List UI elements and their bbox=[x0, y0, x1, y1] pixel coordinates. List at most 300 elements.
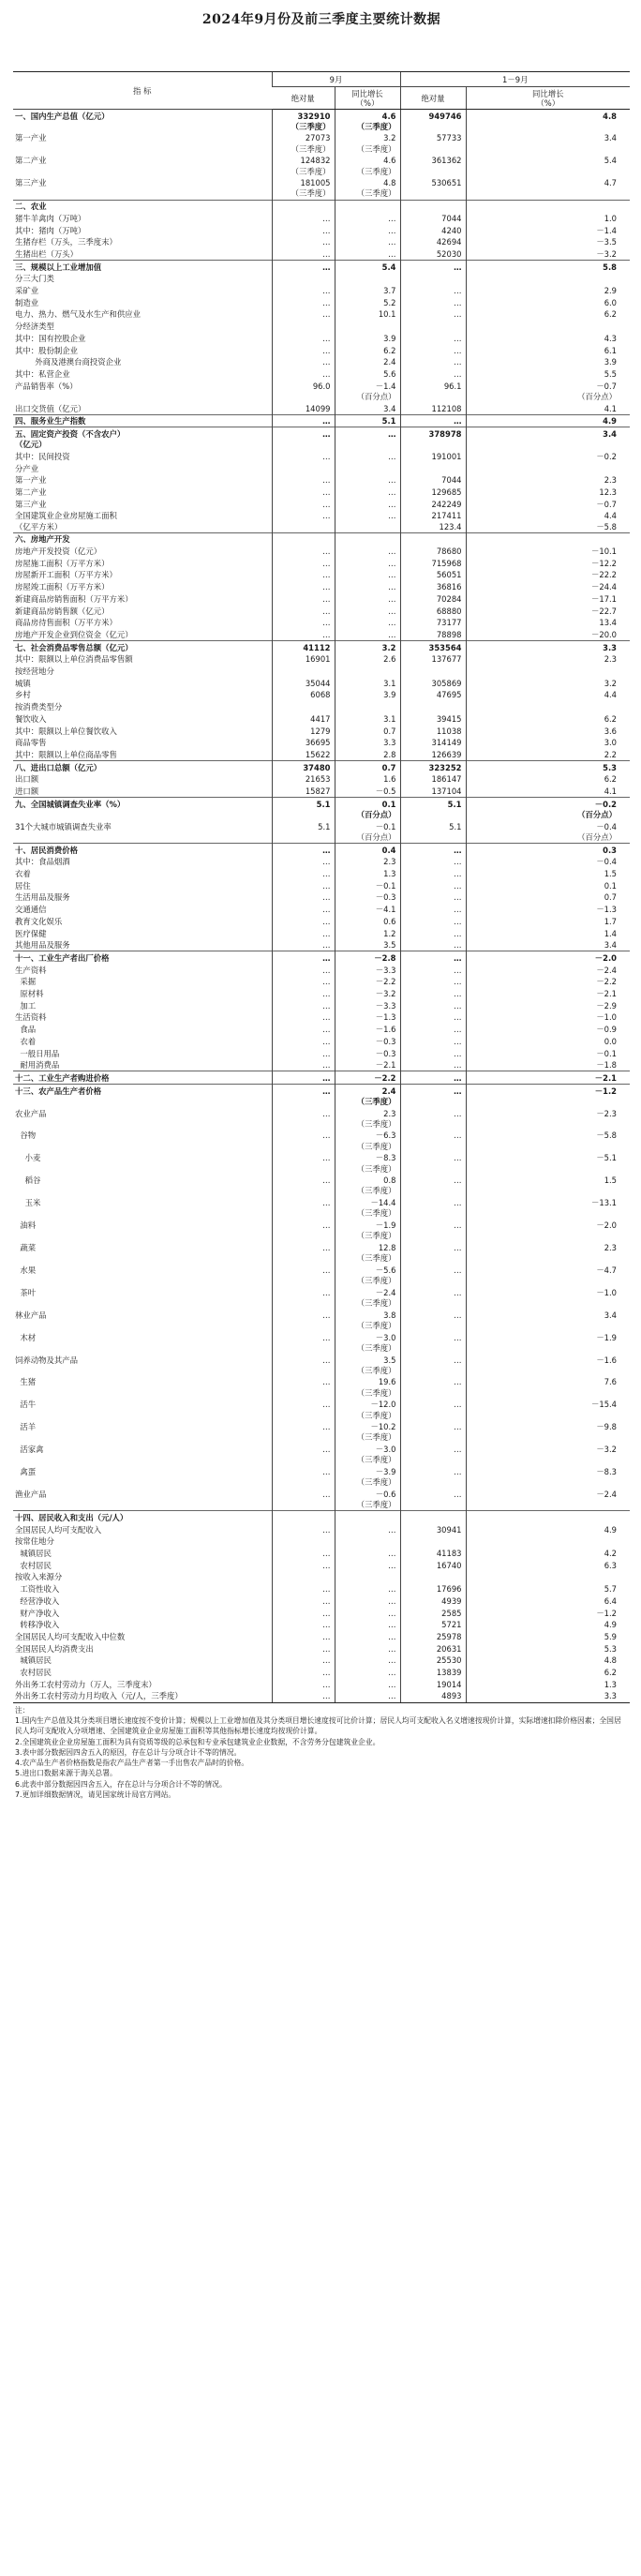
sep-absolute-cell: … bbox=[272, 546, 335, 558]
ytd-yoy-cell: －8.3 bbox=[466, 1466, 630, 1489]
ytd-yoy-cell: －2.9 bbox=[466, 999, 630, 1011]
indicator-name-cell: 小麦 bbox=[15, 1153, 41, 1163]
ytd-absolute-cell: … bbox=[400, 1286, 466, 1309]
ytd-absolute-cell: … bbox=[400, 1059, 466, 1071]
indicator-name-cell: 生猪 bbox=[15, 1377, 37, 1387]
sep-yoy-cell: … bbox=[335, 247, 400, 260]
ytd-yoy-cell: －13.1 bbox=[466, 1197, 630, 1220]
sep-absolute-cell: 37480 bbox=[272, 761, 335, 773]
ytd-yoy-cell: －3.5 bbox=[466, 236, 630, 248]
sep-yoy-cell bbox=[335, 1511, 400, 1523]
table-row bbox=[13, 247, 630, 260]
ytd-absolute-cell: … bbox=[400, 1220, 466, 1242]
ytd-yoy-cell: 5.5 bbox=[466, 367, 630, 380]
ytd-absolute-cell: … bbox=[400, 939, 466, 951]
sep-yoy-cell: … bbox=[335, 1667, 400, 1679]
ytd-yoy-cell: －1.0 bbox=[466, 1011, 630, 1024]
sep-absolute-cell: … bbox=[272, 1607, 335, 1619]
indicator-name-cell: 生猪存栏（万头，三季度末） bbox=[15, 237, 117, 247]
ytd-absolute-cell: 4240 bbox=[400, 224, 466, 236]
table-row bbox=[13, 653, 630, 666]
indicator-name-cell: 加工 bbox=[15, 1000, 37, 1011]
sep-yoy-cell: 0.7 bbox=[335, 761, 400, 773]
ytd-yoy-cell: －3.2 bbox=[466, 1444, 630, 1466]
sep-yoy-cell: －3.2 bbox=[335, 988, 400, 1000]
table-header bbox=[13, 72, 630, 110]
table-row bbox=[13, 1331, 630, 1354]
ytd-absolute-cell: … bbox=[400, 1047, 466, 1059]
sep-yoy-cell bbox=[335, 1571, 400, 1583]
sep-absolute-cell: … bbox=[272, 569, 335, 581]
sep-yoy-cell: 5.1 bbox=[335, 414, 400, 427]
sep-yoy-cell: －12.0 （三季度） bbox=[335, 1399, 400, 1421]
table-row bbox=[13, 1024, 630, 1036]
table-row bbox=[13, 976, 630, 988]
table-row bbox=[13, 487, 630, 499]
indicator-name-cell: 其中：国有控股企业 bbox=[15, 333, 86, 343]
indicator-name-cell: 全国居民人均可支配收入 bbox=[15, 1524, 102, 1535]
ytd-yoy-cell: －4.7 bbox=[466, 1264, 630, 1286]
sep-yoy-cell: 3.5 bbox=[335, 939, 400, 951]
ytd-yoy-cell: 0.0 bbox=[466, 1035, 630, 1047]
ytd-yoy-cell: 6.2 bbox=[466, 1667, 630, 1679]
sep-yoy-cell: －0.3 bbox=[335, 1035, 400, 1047]
table-row bbox=[13, 296, 630, 308]
ytd-yoy-cell: 3.3 bbox=[466, 1690, 630, 1702]
ytd-yoy-cell bbox=[466, 1511, 630, 1523]
indicator-name-cell: 第二产业 bbox=[15, 487, 47, 497]
ytd-absolute-cell: … bbox=[400, 1107, 466, 1130]
indicator-name-cell: 农村居民 bbox=[15, 1560, 52, 1570]
indicator-name-cell: 按常住地分 bbox=[15, 1536, 54, 1547]
ytd-yoy-cell: －1.3 bbox=[466, 904, 630, 916]
ytd-absolute-cell: 126639 bbox=[400, 748, 466, 760]
indicator-name-cell: 原材料 bbox=[15, 989, 44, 999]
sep-yoy-cell: … bbox=[335, 474, 400, 487]
ytd-absolute-cell bbox=[400, 532, 466, 545]
ytd-yoy-cell: －22.2 bbox=[466, 569, 630, 581]
sep-yoy-cell: 4.6 （三季度） bbox=[335, 110, 400, 132]
table-body bbox=[13, 110, 630, 1703]
sep-yoy-cell: … bbox=[335, 569, 400, 581]
ytd-yoy-cell: －17.1 bbox=[466, 592, 630, 605]
ytd-yoy-cell: －20.0 bbox=[466, 628, 630, 640]
ytd-absolute-cell: … bbox=[400, 1466, 466, 1489]
ytd-absolute-cell: 217411 123.4 bbox=[400, 510, 466, 532]
sep-yoy-cell: 2.6 bbox=[335, 653, 400, 666]
sep-yoy-cell: 1.2 bbox=[335, 927, 400, 939]
ytd-yoy-cell: 5.7 bbox=[466, 1583, 630, 1595]
table-row bbox=[13, 820, 630, 843]
sep-yoy-cell: … bbox=[335, 581, 400, 593]
ytd-absolute-cell: 2585 bbox=[400, 1607, 466, 1619]
table-row bbox=[13, 1678, 630, 1690]
ytd-yoy-cell: 6.4 bbox=[466, 1595, 630, 1607]
table-row bbox=[13, 904, 630, 916]
sep-absolute-cell: 6068 bbox=[272, 689, 335, 701]
sep-yoy-cell: 3.5 （三季度） bbox=[335, 1354, 400, 1376]
sep-absolute-cell: … bbox=[272, 1286, 335, 1309]
ytd-absolute-cell bbox=[400, 273, 466, 285]
ytd-absolute-cell: … bbox=[400, 844, 466, 856]
ytd-absolute-cell: 78898 bbox=[400, 628, 466, 640]
table-row bbox=[13, 1286, 630, 1309]
indicator-name-cell: 城镇居民 bbox=[15, 1655, 52, 1666]
table-row bbox=[13, 1535, 630, 1548]
ytd-header: 1－9月 bbox=[400, 72, 630, 87]
indicator-name-cell: 其中：限额以上单位商品零售 bbox=[15, 749, 117, 759]
sep-absolute-cell: … bbox=[272, 1595, 335, 1607]
ytd-absolute-cell: 25978 bbox=[400, 1630, 466, 1642]
ytd-absolute-cell: 73177 bbox=[400, 617, 466, 629]
notes-list bbox=[15, 1715, 628, 1800]
sep-yoy-cell: … bbox=[335, 628, 400, 640]
table-row bbox=[13, 1047, 630, 1059]
table-row bbox=[13, 689, 630, 701]
sep-absolute-cell: … bbox=[272, 617, 335, 629]
sep-absolute-cell: … bbox=[272, 285, 335, 297]
table-row bbox=[13, 414, 630, 427]
table-row bbox=[13, 951, 630, 964]
sep-absolute-cell bbox=[272, 1571, 335, 1583]
table-row bbox=[13, 748, 630, 760]
sep-yoy-cell: －0.3 bbox=[335, 891, 400, 904]
ytd-absolute-cell: … bbox=[400, 1175, 466, 1197]
sep-absolute-cell: … bbox=[272, 1197, 335, 1220]
sep-absolute-cell: … bbox=[272, 332, 335, 344]
sep-absolute-cell: 16901 bbox=[272, 653, 335, 666]
ytd-absolute-cell: … bbox=[400, 1309, 466, 1331]
ytd-yoy-cell: －10.1 bbox=[466, 546, 630, 558]
ytd-yoy-cell: 4.4 －5.8 bbox=[466, 510, 630, 532]
ytd-absolute-cell: … bbox=[400, 988, 466, 1000]
indicator-name-cell: 十三、农产品生产者价格 bbox=[13, 1085, 272, 1107]
ytd-absolute-cell: … bbox=[400, 1331, 466, 1354]
ytd-yoy-cell: －12.2 bbox=[466, 557, 630, 569]
ytd-absolute-cell bbox=[400, 1535, 466, 1548]
ytd-yoy-cell: －1.2 bbox=[466, 1607, 630, 1619]
sep-yoy-cell: 0.8 （三季度） bbox=[335, 1175, 400, 1197]
ytd-yoy-cell: 0.3 bbox=[466, 844, 630, 856]
indicator-name-cell: 财产净收入 bbox=[15, 1608, 60, 1618]
sep-yoy-cell: … bbox=[335, 605, 400, 617]
ytd-yoy-cell: 4.2 bbox=[466, 1547, 630, 1559]
sep-absolute-cell: 5.1 bbox=[272, 798, 335, 820]
ytd-absolute-cell bbox=[400, 666, 466, 678]
sep-absolute-cell: … bbox=[272, 1024, 335, 1036]
sep-yoy-cell: … bbox=[335, 1619, 400, 1631]
sep-absolute-cell: … bbox=[272, 1421, 335, 1444]
ytd-absolute-cell: 353564 bbox=[400, 641, 466, 653]
table-row bbox=[13, 1511, 630, 1523]
ytd-yoy-cell: －1.8 bbox=[466, 1059, 630, 1071]
ytd-yoy-cell: 3.3 bbox=[466, 641, 630, 653]
ytd-yoy-cell: 4.4 bbox=[466, 689, 630, 701]
sep-yoy-cell: －2.8 bbox=[335, 951, 400, 964]
table-row bbox=[13, 1354, 630, 1376]
indicator-name-cell: 房屋竣工面积（万平方米） bbox=[15, 582, 110, 592]
sep-absolute-cell bbox=[272, 532, 335, 545]
sep-absolute-cell: … bbox=[272, 1523, 335, 1535]
sep-yoy-cell: －10.2 （三季度） bbox=[335, 1421, 400, 1444]
sep-yoy-cell: －3.0 （三季度） bbox=[335, 1331, 400, 1354]
indicator-name-cell: 房屋新开工面积（万平方米） bbox=[15, 570, 117, 580]
sep-yoy-cell: … bbox=[335, 1690, 400, 1702]
ytd-yoy-cell: －2.4 bbox=[466, 1488, 630, 1510]
sep-yoy-cell: 3.9 bbox=[335, 332, 400, 344]
ytd-yoy-cell: 1.4 bbox=[466, 927, 630, 939]
table-row bbox=[13, 1220, 630, 1242]
ytd-absolute-cell: 323252 bbox=[400, 761, 466, 773]
indicator-name-cell: 饲养动物及其产品 bbox=[15, 1355, 78, 1365]
table-row bbox=[13, 1690, 630, 1702]
sep-yoy-cell: … bbox=[335, 1678, 400, 1690]
ytd-yoy-cell: 1.0 bbox=[466, 212, 630, 224]
sep-absolute-cell: … bbox=[272, 1085, 335, 1107]
sep-absolute-cell: … bbox=[272, 1059, 335, 1071]
ytd-absolute-cell: 57733 bbox=[400, 132, 466, 155]
ytd-yoy-cell: －2.4 bbox=[466, 964, 630, 976]
sep-absolute-cell: … bbox=[272, 605, 335, 617]
indicator-name-cell: 食品 bbox=[15, 1025, 37, 1035]
sep-absolute-cell: … bbox=[272, 1331, 335, 1354]
ytd-yoy-cell: －2.2 bbox=[466, 976, 630, 988]
ytd-absolute-cell: … bbox=[400, 285, 466, 297]
sep-yoy-cell: 5.4 bbox=[335, 261, 400, 273]
indicator-name-cell: 十二、工业生产者购进价格 bbox=[13, 1071, 272, 1085]
ytd-yoy-cell: 1.7 bbox=[466, 915, 630, 927]
ytd-yoy-cell: －2.1 bbox=[466, 1071, 630, 1085]
table-row bbox=[13, 999, 630, 1011]
sep-yoy-cell: … bbox=[335, 1523, 400, 1535]
table-row bbox=[13, 1175, 630, 1197]
ytd-yoy-cell: －0.9 bbox=[466, 1024, 630, 1036]
sep-absolute-cell: … bbox=[272, 879, 335, 891]
ytd-yoy-cell: 1.5 bbox=[466, 868, 630, 880]
sep-absolute-cell: 332910 （三季度） bbox=[272, 110, 335, 132]
table-row bbox=[13, 1059, 630, 1071]
ytd-absolute-cell: 7044 bbox=[400, 212, 466, 224]
sep-absolute-cell: … bbox=[272, 1583, 335, 1595]
sep-absolute-cell: … bbox=[272, 1444, 335, 1466]
ytd-absolute-cell: … bbox=[400, 1130, 466, 1152]
ytd-yoy-cell bbox=[466, 1535, 630, 1548]
table-row bbox=[13, 988, 630, 1000]
sep-absolute-cell bbox=[272, 273, 335, 285]
table-row bbox=[13, 177, 630, 200]
sep-absolute-cell: … bbox=[272, 856, 335, 868]
ytd-yoy-cell: 0.7 bbox=[466, 891, 630, 904]
ytd-absolute-cell: 56051 bbox=[400, 569, 466, 581]
indicator-name-cell: 生活用品及服务 bbox=[15, 892, 70, 903]
ytd-yoy-cell: －0.7 （百分点） bbox=[466, 380, 630, 402]
sep-yoy-cell: －2.4 （三季度） bbox=[335, 1286, 400, 1309]
ytd-absolute-cell: … bbox=[400, 927, 466, 939]
table-row bbox=[13, 224, 630, 236]
table-row bbox=[13, 236, 630, 248]
sep-yoy-cell bbox=[335, 666, 400, 678]
indicator-name-cell: 新建商品房销售额（亿元） bbox=[15, 606, 110, 616]
ytd-absolute-cell: … bbox=[400, 976, 466, 988]
indicator-name-cell: 一、国内生产总值（亿元） bbox=[15, 111, 110, 121]
ytd-absolute-cell bbox=[400, 1511, 466, 1523]
sep-absolute-cell: … bbox=[272, 1678, 335, 1690]
sep-absolute-cell: 124832 （三季度） bbox=[272, 155, 335, 177]
ytd-absolute-cell: … bbox=[400, 904, 466, 916]
sep-yoy-cell: 2.3 bbox=[335, 856, 400, 868]
sep-yoy-cell: 12.8 （三季度） bbox=[335, 1242, 400, 1265]
ytd-absolute-cell: … bbox=[400, 964, 466, 976]
table-row bbox=[13, 891, 630, 904]
sep-yoy-cell: 3.1 bbox=[335, 677, 400, 689]
indicator-name-cell: 其他用品及服务 bbox=[15, 940, 70, 951]
ytd-absolute-cell: 11038 bbox=[400, 725, 466, 737]
sep-absolute-cell: … bbox=[272, 1466, 335, 1489]
indicator-name-cell: 第一产业 bbox=[15, 475, 47, 486]
sep-absolute-cell: … bbox=[272, 988, 335, 1000]
ytd-yoy-cell: －5.8 bbox=[466, 1130, 630, 1152]
table-row bbox=[13, 1642, 630, 1655]
sep-yoy-cell: … bbox=[335, 427, 400, 450]
sep-yoy-cell: －0.3 bbox=[335, 1047, 400, 1059]
table-row bbox=[13, 569, 630, 581]
ytd-absolute-cell: 191001 bbox=[400, 450, 466, 462]
ytd-yoy-cell: 2.9 bbox=[466, 285, 630, 297]
indicator-name-cell: 七、社会消费品零售总额（亿元） bbox=[13, 641, 272, 653]
note-item: 2.全国建筑业企业房屋施工面积为具有资质等级的总承包和专业承包建筑业企业数据，不含劳务分包建筑业企业。 bbox=[15, 1737, 380, 1746]
indicator-name-cell: 林业产品 bbox=[15, 1310, 47, 1320]
ytd-yoy-cell: 6.2 bbox=[466, 712, 630, 725]
table-row bbox=[13, 1242, 630, 1265]
ytd-yoy-cell bbox=[466, 273, 630, 285]
sep-absolute-cell bbox=[272, 321, 335, 333]
ytd-absolute-cell: … bbox=[400, 1024, 466, 1036]
footnotes bbox=[13, 1703, 628, 1801]
ytd-yoy-cell: 3.4 bbox=[466, 1309, 630, 1331]
table-row bbox=[13, 1197, 630, 1220]
ytd-yoy-cell: －2.3 bbox=[466, 1107, 630, 1130]
table-row bbox=[13, 321, 630, 333]
ytd-yoy-cell: 6.2 bbox=[466, 773, 630, 786]
indicator-name-cell: 31个大城市城镇调查失业率 bbox=[15, 821, 112, 831]
sep-yoy-cell: 2.8 bbox=[335, 748, 400, 760]
ytd-absolute-cell: … bbox=[400, 1421, 466, 1444]
ytd-yoy-cell: 4.9 bbox=[466, 1619, 630, 1631]
ytd-absolute-cell: 949746 bbox=[400, 110, 466, 132]
indicator-name-cell: 全国居民人均消费支出 bbox=[15, 1643, 94, 1654]
table-row bbox=[13, 1488, 630, 1510]
ytd-yoy-cell: －3.2 bbox=[466, 247, 630, 260]
sep-absolute-cell: 41112 bbox=[272, 641, 335, 653]
ytd-absolute-cell: … bbox=[400, 1152, 466, 1175]
ytd-yoy-cell: 4.1 bbox=[466, 786, 630, 798]
ytd-yoy-cell: 6.0 bbox=[466, 296, 630, 308]
sep-absolute-cell: … bbox=[272, 1152, 335, 1175]
ytd-absolute-cell: 25530 bbox=[400, 1655, 466, 1667]
indicator-name-cell: 出口交货值（亿元） bbox=[15, 403, 86, 413]
sep-yoy-cell bbox=[335, 321, 400, 333]
indicator-name-cell: 城镇居民 bbox=[15, 1548, 52, 1558]
table-row bbox=[13, 1619, 630, 1631]
indicator-name-cell: 电力、热力、燃气及水生产和供应业 bbox=[15, 309, 141, 320]
sep-absolute-cell: … bbox=[272, 1242, 335, 1265]
page-title: 2024年9月份及前三季度主要统计数据 bbox=[201, 12, 441, 27]
sep-absolute-cell: … bbox=[272, 1264, 335, 1286]
sep-absolute-cell: … bbox=[272, 356, 335, 368]
indicator-name-cell: 十一、工业生产者出厂价格 bbox=[13, 951, 272, 964]
table-row bbox=[13, 1011, 630, 1024]
indicator-name-cell: 其中：限额以上单位消费品零售额 bbox=[15, 654, 133, 665]
sep-absolute-cell: … bbox=[272, 1488, 335, 1510]
ytd-absolute-cell: 30941 bbox=[400, 1523, 466, 1535]
ytd-absolute-cell bbox=[400, 321, 466, 333]
sep-yoy-cell: －5.6 （三季度） bbox=[335, 1264, 400, 1286]
table-row bbox=[13, 1630, 630, 1642]
table-row bbox=[13, 212, 630, 224]
sep-absolute-cell: … bbox=[272, 1399, 335, 1421]
table-row bbox=[13, 1071, 630, 1085]
ytd-absolute-cell: 42694 bbox=[400, 236, 466, 248]
indicator-name-cell: 按收入来源分 bbox=[15, 1572, 63, 1582]
table-row bbox=[13, 200, 630, 212]
note-item: 1.国内生产总值及其分类项目增长速度按不变价计算；规模以上工业增加值及其分类项目增长速度按可比价计算；居民人均可支配收入名义增速按现价计算，实际增速扣除价格因素；全国居民人均可支配收入分项增速、全国建筑业企业房屋施工面积等其他指标增长速度均按现价计算。 bbox=[15, 1715, 621, 1736]
ytd-yoy-cell: －5.1 bbox=[466, 1152, 630, 1175]
ytd-yoy-cell: 3.4 bbox=[466, 939, 630, 951]
sep-absolute-cell: … bbox=[272, 296, 335, 308]
sep-absolute-header: 绝对量 bbox=[272, 87, 335, 110]
ytd-yoy-cell: 2.3 bbox=[466, 1242, 630, 1265]
table-row bbox=[13, 786, 630, 798]
sep-absolute-cell: … bbox=[272, 628, 335, 640]
sep-yoy-cell: 3.3 bbox=[335, 737, 400, 749]
ytd-absolute-cell: 16740 bbox=[400, 1559, 466, 1571]
sep-absolute-cell: 14099 bbox=[272, 402, 335, 414]
ytd-absolute-cell: 361362 bbox=[400, 155, 466, 177]
ytd-yoy-cell: －9.8 bbox=[466, 1421, 630, 1444]
sep-yoy-cell: … bbox=[335, 1630, 400, 1642]
indicator-name-cell: 其中：民间投资 bbox=[15, 451, 70, 461]
sep-absolute-cell: 1279 bbox=[272, 725, 335, 737]
indicator-name-cell: 二、农业 bbox=[13, 200, 272, 212]
table-row bbox=[13, 273, 630, 285]
ytd-absolute-cell: 5.1 bbox=[400, 798, 466, 820]
indicator-name-cell: 商品零售 bbox=[15, 738, 47, 748]
ytd-absolute-cell: 39415 bbox=[400, 712, 466, 725]
indicator-name-cell: 工资性收入 bbox=[15, 1584, 60, 1595]
table-row bbox=[13, 1571, 630, 1583]
indicator-name-cell: 生活资料 bbox=[15, 1012, 47, 1023]
indicator-name-cell: 外出务工农村劳动力月均收入（元/人，三季度） bbox=[13, 1690, 272, 1702]
indicator-name-cell: 分经济类型 bbox=[15, 322, 54, 332]
sep-yoy-cell: … bbox=[335, 1642, 400, 1655]
sep-absolute-cell: … bbox=[272, 868, 335, 880]
ytd-yoy-cell: 0.1 bbox=[466, 879, 630, 891]
indicator-name-cell: 活羊 bbox=[15, 1422, 37, 1432]
sep-absolute-cell: … bbox=[272, 1376, 335, 1399]
ytd-absolute-cell bbox=[400, 1571, 466, 1583]
indicator-name-cell: 其中：股份制企业 bbox=[15, 345, 78, 355]
table-row bbox=[13, 308, 630, 321]
note-item: 6.此表中部分数据因四舍五入，存在总计与分项合计不等的情况。 bbox=[15, 1779, 227, 1789]
sep-absolute-cell: 15622 bbox=[272, 748, 335, 760]
sep-absolute-cell: … bbox=[272, 904, 335, 916]
sep-yoy-cell: … bbox=[335, 498, 400, 510]
sep-yoy-cell: … bbox=[335, 236, 400, 248]
indicator-name-cell: 蔬菜 bbox=[15, 1243, 37, 1252]
ytd-absolute-cell: 5721 bbox=[400, 1619, 466, 1631]
indicator-name-cell: 农业产品 bbox=[15, 1108, 47, 1118]
table-row bbox=[13, 773, 630, 786]
